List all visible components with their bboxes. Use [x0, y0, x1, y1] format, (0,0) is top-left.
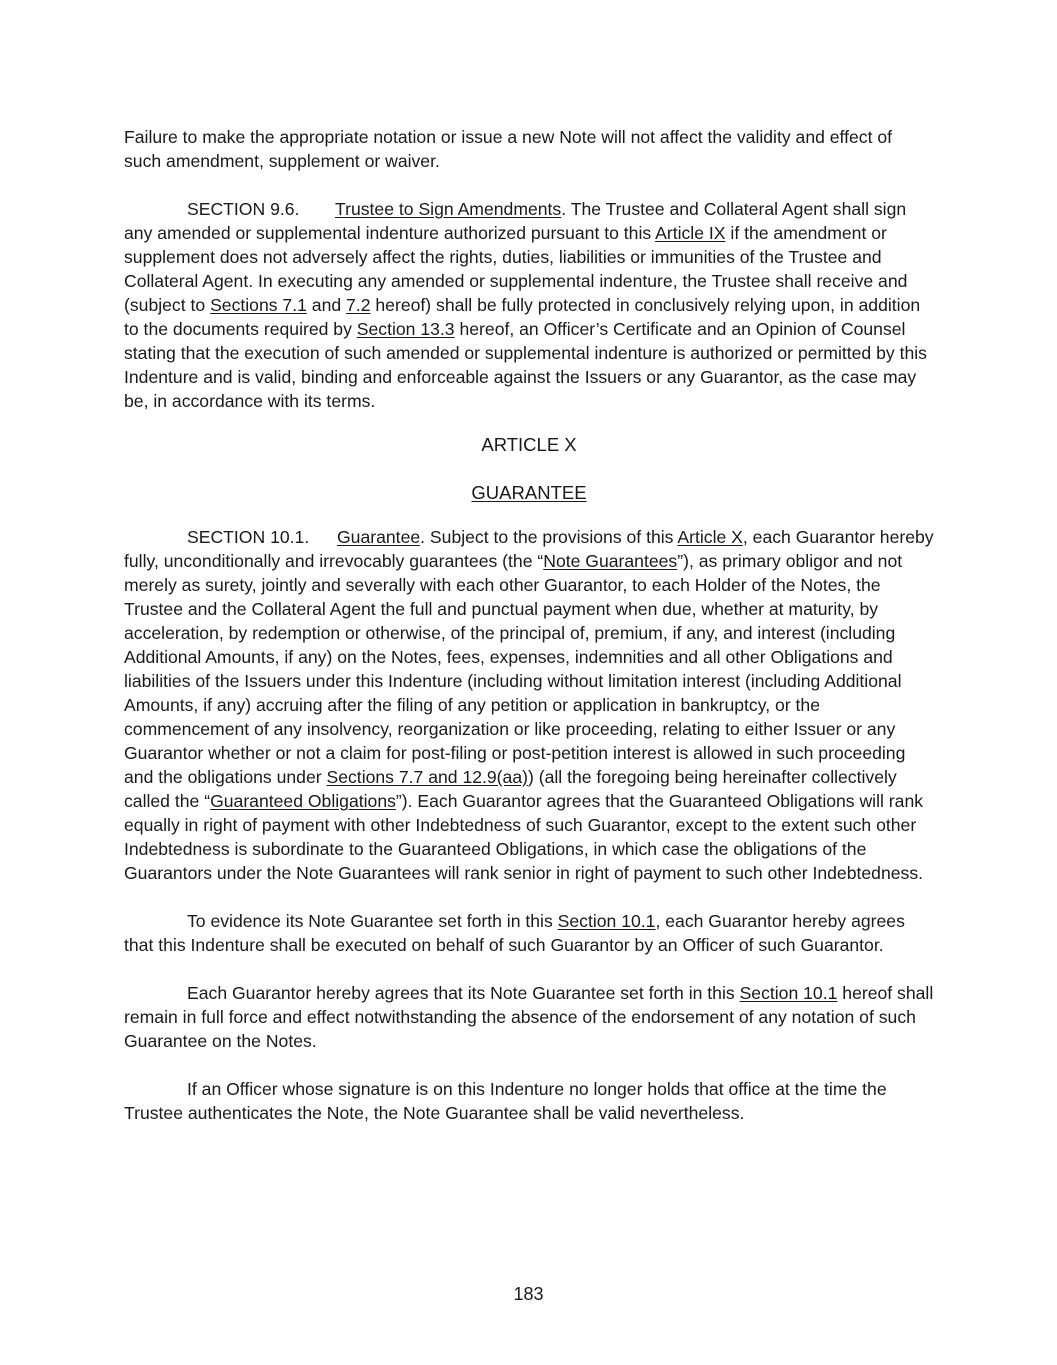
section-title: Trustee to Sign Amendments: [335, 199, 562, 219]
defined-term: Guaranteed Obligations: [210, 791, 396, 811]
cross-reference: Article X: [677, 527, 743, 547]
cross-reference: Section 10.1: [739, 983, 838, 1003]
paragraph-remain-in-force: Each Guarantor hereby agrees that its Note Guarantee set forth in this Section 10.1 hereof shall remain in full force and effect notwithstanding the absence of the endorsement of any notation of such Guarantee on the Notes.: [124, 983, 934, 1051]
cross-reference: Article IX: [655, 223, 726, 243]
paragraph-evidence: To evidence its Note Guarantee set forth in this Section 10.1, each Guarantor hereby agrees that this Indenture shall be executed on behalf of such Guarantor by an Officer of such Guarantor.: [124, 911, 905, 955]
cross-reference: 7.2: [346, 295, 371, 315]
section-10-1-paragraph: SECTION 10.1. Guarantee. Subject to the provisions of this Article X, each Guarantor hereby fully, unconditionally and irrevocably guarantees (the “Note Guarantees”), as primary obligor and not merely as surety, jointly and severally with each other Guarantor, to each Holder of the Notes, the Trustee and the Collateral Agent the full and punctual payment when due, whether at maturity, by acceleration, by redemption or otherwise, of the principal of, premium, if any, and interest (including Additional Amounts, if any) on the Notes, fees, expenses, indemnities and all other Obligations and liabilities of the Issuers under this Indenture (including without limitation interest (including Additional Amounts, if any) accruing after the filing of any petition or application in bankruptcy, or the commencement of any insolvency, reorganization or like proceeding, relating to either Issuer or any Guarantor whether or not a claim for post-filing or post-petition interest is allowed in such proceeding and the obligations under Sections 7.7 and 12.9(aa)) (all the foregoing being hereinafter collectively called the “Guaranteed Obligations”). Each Guarantor agrees that the Guaranteed Obligations will rank equally in right of payment with other Indebtedness of such Guarantor, except to the extent such other Indebtedness is subordinate to the Guaranteed Obligations, in which case the obligations of the Guarantors under the Note Guarantees will rank senior in right of payment to such other Indebtedness.: [124, 527, 934, 883]
cross-reference: Section 13.3: [356, 319, 455, 339]
paragraph-officer-signature: If an Officer whose signature is on this Indenture no longer holds that office at the time the Trustee authenticates the Note, the Note Guarantee shall be valid nevertheless.: [124, 1079, 887, 1123]
article-heading: ARTICLE X: [481, 434, 577, 455]
section-9-6-paragraph: SECTION 9.6. Trustee to Sign Amendments. The Trustee and Collateral Agent shall sign any amended or supplemental indenture authorized pursuant to this Article IX if the amendment or supplement does not adversely affect the rights, duties, liabilities or immunities of the Trustee and Collateral Agent. In executing any amended or supplemental indenture, the Trustee shall receive and (subject to Sections 7.1 and 7.2 hereof) shall be fully protected in conclusively relying upon, in addition to the documents required by Section 13.3 hereof, an Officer’s Certificate and an Opinion of Counsel stating that the execution of such amended or supplemental indenture is authorized or permitted by this Indenture and is valid, binding and enforceable against the Issuers or any Guarantor, as the case may be, in accordance with its terms.: [124, 199, 927, 411]
cross-reference: Section 10.1: [557, 911, 656, 931]
cross-reference: Sections 7.1: [210, 295, 307, 315]
section-number: SECTION 9.6.: [187, 199, 300, 219]
cross-reference: Sections 7.7 and 12.9(aa): [326, 767, 528, 787]
section-title: Guarantee: [337, 527, 421, 547]
paragraph-intro: Failure to make the appropriate notation or issue a new Note will not affect the validity and effect of such amendment, supplement or waiver.: [124, 127, 893, 171]
page-number: 183: [513, 1284, 544, 1304]
page-body: [124, 125, 934, 1125]
defined-term: Note Guarantees: [543, 551, 678, 571]
article-title: GUARANTEE: [471, 482, 587, 503]
section-number: SECTION 10.1.: [187, 527, 310, 547]
